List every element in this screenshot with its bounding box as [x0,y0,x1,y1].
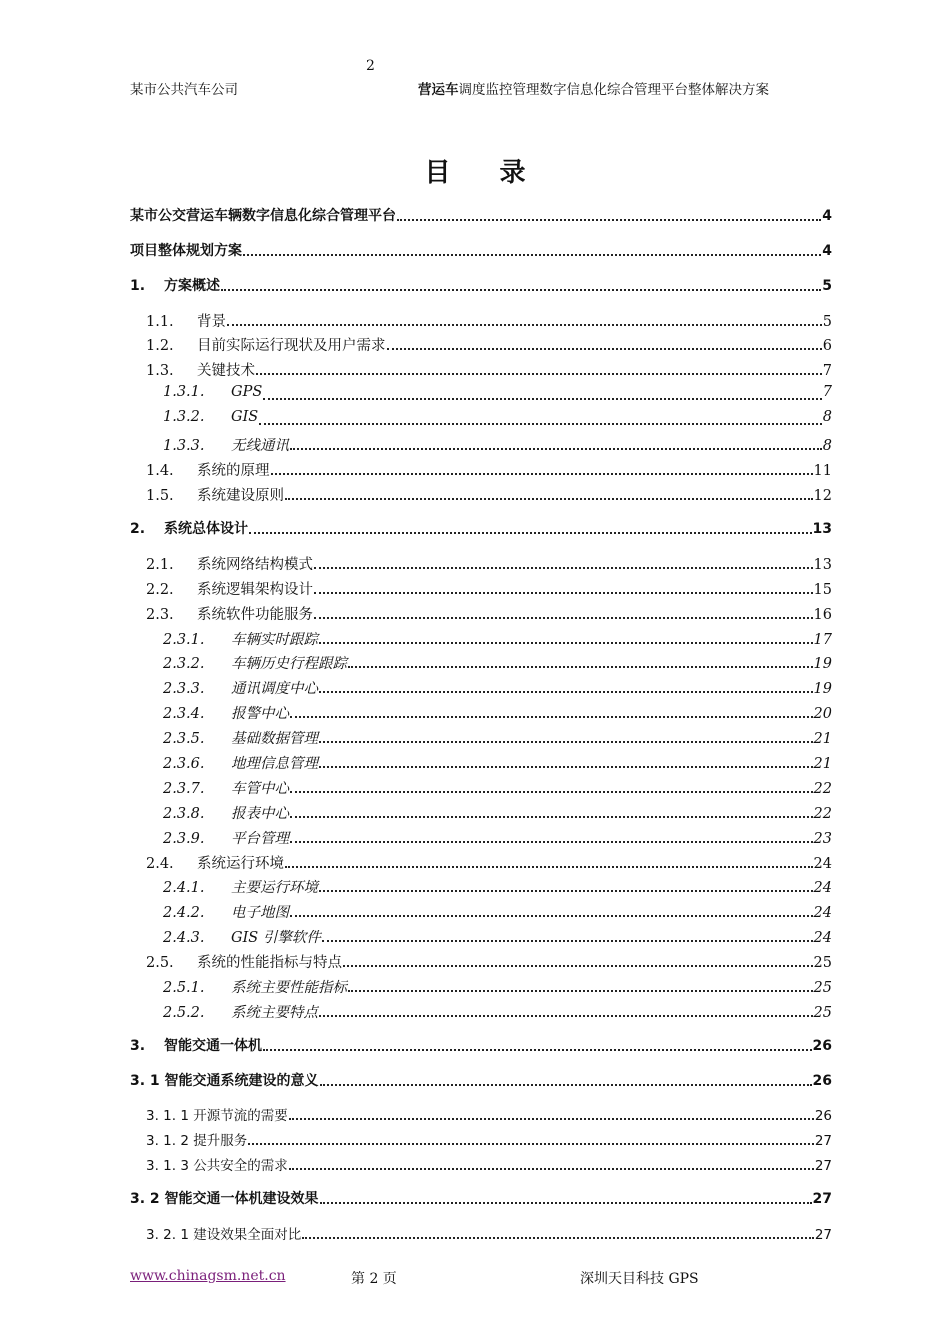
toc-entry-title: 方案概述 [164,278,220,294]
toc-dot-leader [319,690,813,693]
toc-dot-leader [319,765,813,768]
toc-entry-number: 2.1. [146,557,174,573]
toc-entry-number: 2.4.2. [163,905,205,921]
toc-entry[interactable] [130,518,832,538]
toc-entry-title: 系统逻辑架构设计 [197,582,313,598]
toc-entry-number: 2.3.9. [163,831,205,847]
toc-entry-number: 1. [130,278,146,294]
toc-dot-leader [319,740,813,743]
toc-entry-title: 通讯调度中心 [231,681,318,697]
toc-entry-number: 2.3.8. [163,806,205,822]
toc-entry-title: 地理信息管理 [231,756,318,772]
toc-title: 目 录 [424,158,546,188]
toc-entry-page: 26 [812,1073,832,1089]
toc-dot-leader [289,1167,814,1170]
toc-entry-number: 1.3. [146,363,174,379]
toc-entry[interactable] [130,1035,832,1055]
toc-entry-title: 系统软件功能服务 [197,607,313,623]
toc-entry-title: 智能交通一体机 [164,1038,262,1054]
toc-entry[interactable] [130,334,832,354]
toc-entry-title: 无线通讯 [231,438,289,454]
toc-entry-page: 20 [813,706,832,722]
toc-dot-leader [387,347,822,350]
toc-entry-number: 2.3.3. [163,681,205,697]
toc-entry-page: 4 [822,208,832,224]
toc-entry-title: 系统总体设计 [164,521,248,537]
toc-entry-page: 23 [813,831,832,847]
toc-dot-leader [314,591,813,594]
toc-entry[interactable] [130,777,832,797]
toc-entry-title: 基础数据管理 [231,731,318,747]
toc-entry-title: 3. 1. 3 公共安全的需求 [146,1158,288,1174]
toc-entry-title: 系统的原理 [197,463,270,479]
toc-entry-number: 2.3.6. [163,756,205,772]
toc-entry-title: 目前实际运行现状及用户需求 [197,338,386,354]
toc-entry-page: 22 [813,781,832,797]
toc-entry-page: 15 [813,582,832,598]
toc-entry[interactable] [130,1154,832,1174]
header-document-title [418,78,769,98]
toc-entry-page: 26 [812,1038,832,1054]
toc-dot-leader [343,964,813,967]
toc-entry-title: 3. 1. 1 开源节流的需要 [146,1108,288,1124]
toc-entry-title: 车管中心 [231,781,289,797]
header-company: 某市公共汽车公司 [130,82,238,98]
toc-entry[interactable] [130,876,832,896]
toc-entry-number: 2.3.4. [163,706,205,722]
toc-entry-page: 8 [822,409,832,425]
toc-entry-title: 3. 1. 2 提升服务 [146,1133,248,1149]
toc-entry[interactable] [130,1223,832,1243]
toc-entry-page: 25 [813,1005,832,1021]
toc-entry[interactable] [130,205,832,225]
toc-entry-number: 1.4. [146,463,174,479]
toc-dot-leader [227,323,822,326]
toc-entry-title: 车辆实时跟踪 [231,632,318,648]
toc-entry-title: 系统主要性能指标 [231,980,347,996]
toc-entry-title: 系统建设原则 [197,488,284,504]
toc-entry[interactable] [130,1129,832,1149]
toc-entry-number: 2.2. [146,582,174,598]
toc-entry-number: 2.4.3. [163,930,205,946]
toc-dot-leader [319,641,813,644]
toc-entry-page: 26 [814,1108,832,1124]
toc-entry[interactable] [130,901,832,921]
toc-entry-title: 3. 2 智能交通一体机建设效果 [130,1191,319,1207]
toc-entry[interactable] [130,827,832,847]
toc-entry[interactable] [130,1070,832,1090]
footer-page-label: 第 2 页 [351,1271,397,1287]
toc-entry-title: GIS [231,409,259,425]
toc-entry-number: 2.4.1. [163,880,205,896]
toc-entry-title: 系统的性能指标与特点 [197,955,342,971]
toc-entry-title: 3. 1 智能交通系统建设的意义 [130,1073,319,1089]
toc-entry[interactable] [130,802,832,822]
toc-entry[interactable] [130,852,832,872]
toc-entry-title: 主要运行环境 [231,880,318,896]
toc-entry-page: 13 [812,521,832,537]
toc-entry-title: 系统运行环境 [197,856,284,872]
footer-website-link[interactable]: www.chinagsm.net.cn [130,1268,286,1284]
toc-entry[interactable] [130,484,832,504]
toc-entry-page: 24 [813,856,832,872]
toc-entry-page: 12 [813,488,832,504]
toc-entry-title: 电子地图 [231,905,289,921]
toc-dot-leader [290,447,822,450]
toc-entry-page: 7 [822,384,832,400]
toc-entry[interactable] [130,409,832,429]
toc-entry-page: 11 [813,463,832,479]
toc-entry-page: 24 [813,905,832,921]
toc-entry-page: 5 [822,278,832,294]
toc-dot-leader [263,1048,812,1051]
toc-entry-number: 2.3.7. [163,781,205,797]
toc-dot-leader [319,1014,813,1017]
toc-entry[interactable] [130,976,832,996]
toc-entry-title: GPS [231,384,263,400]
toc-entry-page: 5 [822,314,832,330]
toc-entry[interactable] [130,926,832,946]
toc-entry-page: 27 [814,1227,832,1243]
toc-entry-page: 4 [822,243,832,259]
toc-entry-title: 背景 [197,314,226,330]
toc-dot-leader [221,288,821,291]
toc-dot-leader [290,840,813,843]
toc-entry-title: 平台管理 [231,831,289,847]
toc-entry-page: 17 [813,632,832,648]
toc-dot-leader [259,422,822,425]
toc-dot-leader [320,1201,812,1204]
toc-entry-number: 2.5.2. [163,1005,205,1021]
toc-entry-number: 2.5. [146,955,174,971]
toc-dot-leader [348,989,813,992]
toc-entry[interactable] [130,677,832,697]
toc-entry-page: 27 [814,1158,832,1174]
toc-entry[interactable] [130,1188,832,1208]
toc-entry[interactable] [130,702,832,722]
toc-entry[interactable] [130,578,832,598]
toc-entry[interactable] [130,1104,832,1124]
toc-dot-leader [319,889,813,892]
toc-dot-leader [397,218,821,221]
toc-entry-page: 27 [812,1191,832,1207]
toc-entry[interactable] [130,434,832,454]
toc-entry-number: 2.4. [146,856,174,872]
toc-dot-leader [348,665,813,668]
toc-entry-number: 2.3.5. [163,731,205,747]
toc-entry-number: 3. [130,1038,146,1054]
toc-entry-title: 项目整体规划方案 [130,243,242,259]
toc-entry-number: 2. [130,521,146,537]
toc-dot-leader [314,616,813,619]
toc-entry-number: 2.3.1. [163,632,205,648]
toc-entry-page: 19 [813,656,832,672]
toc-entry[interactable] [130,553,832,573]
footer-company: 深圳天目科技 GPS [580,1271,699,1287]
toc-entry[interactable] [130,752,832,772]
toc-dot-leader [243,253,821,256]
header-title-rest: 调度监控管理数字信息化综合管理平台整体解决方案 [458,82,769,98]
toc-entry-page: 7 [822,363,832,379]
toc-entry-page: 24 [813,880,832,896]
toc-entry-page: 21 [813,731,832,747]
toc-entry[interactable] [130,384,832,404]
toc-entry-number: 2.5.1. [163,980,205,996]
toc-dot-leader [290,790,813,793]
toc-entry-page: 24 [813,930,832,946]
toc-entry-title: 报表中心 [231,806,289,822]
toc-entry[interactable] [130,275,832,295]
toc-dot-leader [322,939,813,942]
toc-entry[interactable] [130,359,832,379]
toc-entry-page: 27 [814,1133,832,1149]
toc-entry-page: 19 [813,681,832,697]
toc-entry-title: 系统主要特点 [231,1005,318,1021]
toc-entry-title: 系统网络结构模式 [197,557,313,573]
toc-entry-page: 6 [822,338,832,354]
toc-entry[interactable] [130,951,832,971]
toc-dot-leader [302,1236,814,1239]
toc-dot-leader [248,1142,814,1145]
toc-dot-leader [290,914,813,917]
toc-entry-title: 关键技术 [197,363,255,379]
toc-dot-leader [290,715,813,718]
toc-entry[interactable] [130,628,832,648]
toc-entry[interactable] [130,603,832,623]
toc-entry-number: 1.1. [146,314,174,330]
toc-entry-number: 2.3. [146,607,174,623]
toc-entry-page: 25 [813,980,832,996]
toc-entry[interactable] [130,240,832,260]
toc-entry-number: 1.3.2. [163,409,205,425]
toc-entry[interactable] [130,1001,832,1021]
toc-entry-title: GIS 引擎软件 [231,930,321,946]
toc-entry-title: 车辆历史行程跟踪 [231,656,347,672]
toc-dot-leader [271,472,813,475]
toc-dot-leader [289,1117,814,1120]
toc-dot-leader [314,566,813,569]
toc-dot-leader [320,1083,812,1086]
toc-dot-leader [256,372,822,375]
toc-entry[interactable] [130,727,832,747]
toc-entry[interactable] [130,459,832,479]
toc-entry-page: 16 [813,607,832,623]
toc-entry-title: 报警中心 [231,706,289,722]
toc-dot-leader [263,397,821,400]
toc-dot-leader [285,865,813,868]
toc-entry-title: 某市公交营运车辆数字信息化综合管理平台 [130,208,396,224]
toc-entry-page: 21 [813,756,832,772]
toc-entry-page: 13 [813,557,832,573]
toc-dot-leader [290,815,813,818]
toc-entry[interactable] [130,310,832,330]
toc-dot-leader [285,497,813,500]
toc-entry-page: 8 [822,438,832,454]
page-number-top: 2 [366,58,375,74]
toc-entry-number: 1.3.1. [163,384,205,400]
toc-entry-number: 2.3.2. [163,656,205,672]
toc-entry-page: 25 [813,955,832,971]
toc-entry[interactable] [130,652,832,672]
header-title-bold: 营运车 [418,82,459,98]
toc-entry-number: 1.3.3. [163,438,205,454]
toc-entry-page: 22 [813,806,832,822]
toc-dot-leader [249,531,812,534]
toc-entry-title: 3. 2. 1 建设效果全面对比 [146,1227,302,1243]
toc-entry-number: 1.2. [146,338,174,354]
toc-entry-number: 1.5. [146,488,174,504]
